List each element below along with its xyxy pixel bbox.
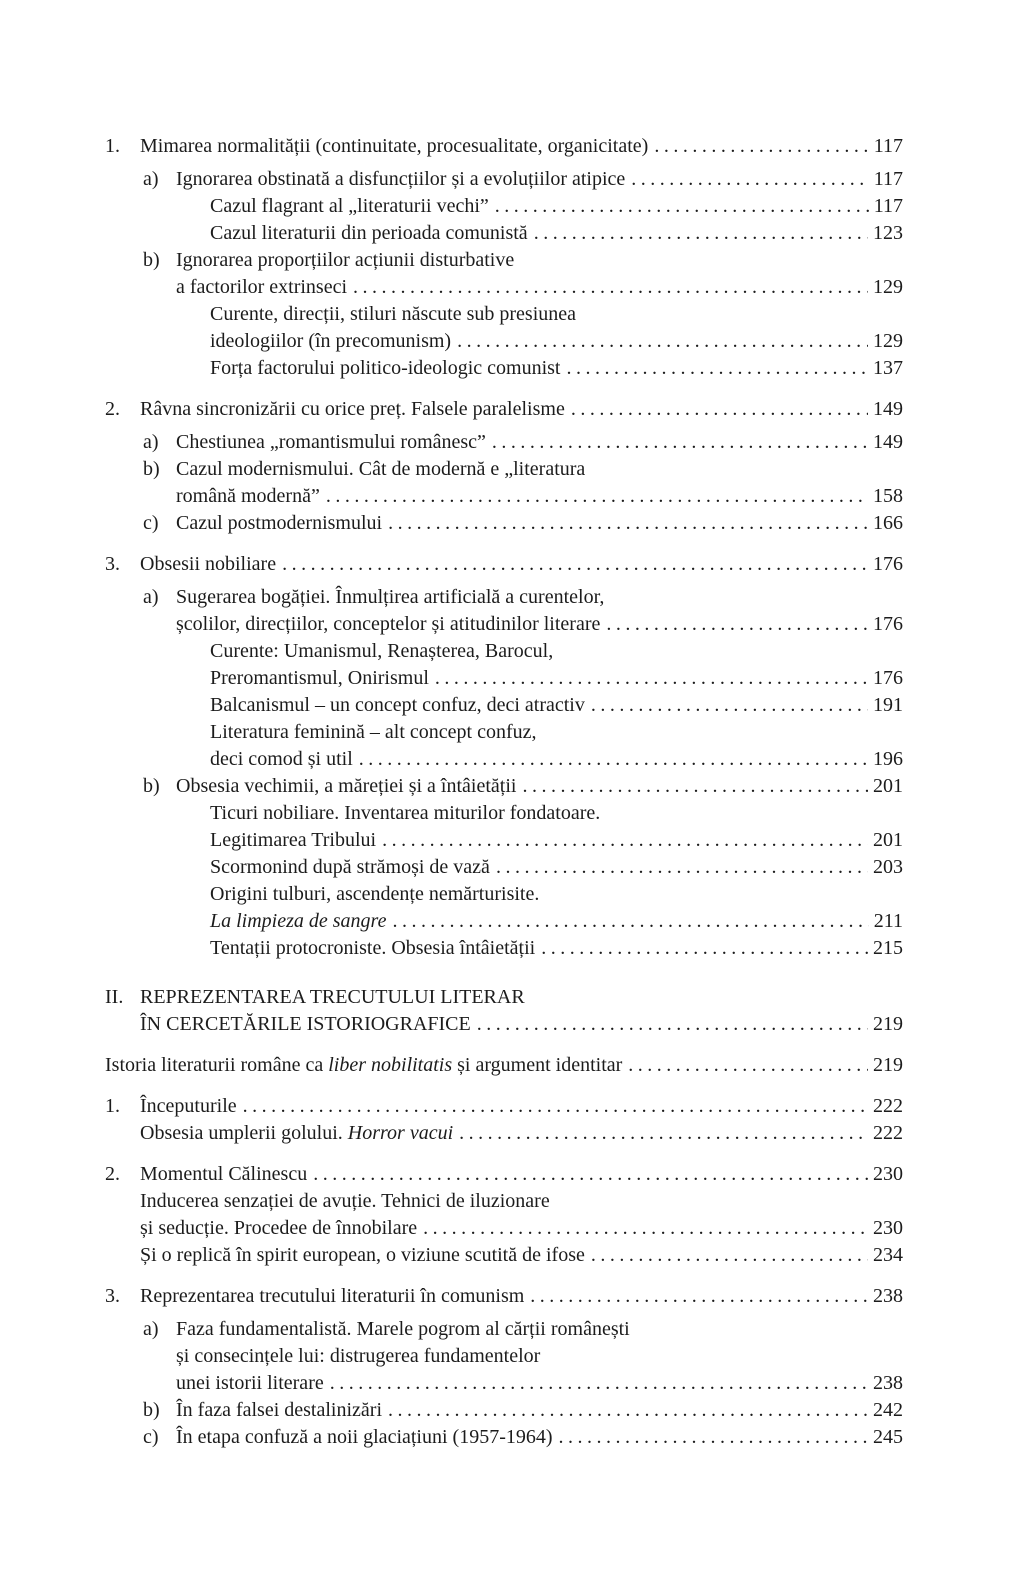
toc-text: Inducerea senzației de avuție. Tehnici de iluzionare [140, 1190, 550, 1212]
toc-line [105, 1052, 903, 1079]
toc-page-number: 230 [873, 1217, 903, 1239]
toc-line [176, 584, 903, 611]
toc-item-marker: II. [105, 986, 124, 1008]
toc-line [140, 1283, 903, 1310]
dot-leader [388, 510, 868, 537]
toc-item-marker: 3. [105, 1285, 120, 1307]
toc-page-number: 176 [873, 553, 903, 575]
toc-item [105, 1093, 903, 1147]
toc-text: și argument identitar [452, 1054, 623, 1076]
toc-line-text [176, 773, 516, 800]
dot-leader [522, 773, 868, 800]
toc-page-number: 149 [873, 398, 903, 420]
toc-line [210, 827, 903, 854]
toc-line [176, 1343, 903, 1370]
toc-item [105, 510, 903, 537]
toc-text: Curente, direcții, stiluri născute sub presiunea [210, 303, 577, 325]
toc-text: unei istorii literare [176, 1372, 324, 1394]
toc-text: Literatura feminină – alt concept confuz, [210, 721, 537, 743]
toc-text-italic: Horror vacui [347, 1122, 454, 1144]
toc-line-text [210, 355, 560, 382]
dot-leader [541, 935, 868, 962]
toc-line-text [210, 908, 386, 935]
toc-item [105, 984, 903, 1038]
toc-line [210, 908, 903, 935]
toc-page-number: 245 [873, 1426, 903, 1448]
toc-line [176, 611, 903, 638]
toc-text: În faza falsei destalinizări [176, 1399, 382, 1421]
toc-line-text [210, 935, 535, 962]
toc-line [176, 1316, 903, 1343]
toc-line-text [176, 1343, 540, 1370]
toc-text: Cazul postmodernismului [176, 512, 383, 534]
toc-text: În etapa confuză a noii glaciațiuni (1957-1964) [176, 1426, 553, 1448]
toc-item [105, 638, 903, 692]
toc-line-text [140, 1215, 417, 1242]
toc-line-text [140, 1242, 585, 1269]
toc-line [210, 193, 903, 220]
toc-line-text [210, 328, 451, 355]
dot-leader [326, 483, 868, 510]
toc-page-number: 238 [873, 1372, 903, 1394]
toc-item [105, 456, 903, 510]
toc-item [105, 551, 903, 578]
toc-line-text [210, 854, 490, 881]
toc-line [210, 935, 903, 962]
toc-item [105, 1316, 903, 1397]
toc-line-text [176, 584, 604, 611]
toc-line-text [210, 220, 528, 247]
toc-text: Cazul flagrant al „literaturii vechi” [210, 195, 489, 217]
toc-page-number: 215 [873, 937, 903, 959]
dot-leader [530, 1283, 868, 1310]
dot-leader [492, 429, 868, 456]
toc-line [210, 719, 903, 746]
toc-item [105, 220, 903, 247]
dot-leader [495, 193, 869, 220]
toc-text: Sugerarea bogăției. Înmulțirea artificială a curentelor, [176, 586, 605, 608]
toc-text: și consecințele lui: distrugerea fundamentelor [176, 1345, 541, 1367]
toc-text: deci comod și util [210, 748, 353, 770]
toc-line-text [140, 1188, 550, 1215]
toc-item-marker: 1. [105, 1095, 120, 1117]
toc-line [140, 1161, 903, 1188]
toc-line-text [176, 166, 625, 193]
toc-text: Faza fundamentalistă. Marele pogrom al cărții românești [176, 1318, 630, 1340]
toc-item [105, 854, 903, 881]
toc-item [105, 247, 903, 301]
toc-line [210, 328, 903, 355]
toc-line [176, 247, 903, 274]
toc-line [176, 166, 903, 193]
toc-line [210, 355, 903, 382]
toc-line [210, 665, 903, 692]
toc-line-text [210, 881, 539, 908]
toc-line [140, 1242, 903, 1269]
toc-item-marker: b) [143, 458, 160, 480]
toc-line-text [140, 133, 648, 160]
toc-text: Momentul Călinescu [140, 1163, 308, 1185]
toc-item [105, 881, 903, 935]
toc-item-marker: c) [143, 1426, 159, 1448]
toc-text-italic: La limpieza de sangre [210, 910, 387, 932]
toc-text: Chestiunea „romantismului românesc” [176, 431, 486, 453]
toc-item [105, 133, 903, 160]
toc-item [105, 584, 903, 638]
toc-item [105, 692, 903, 719]
toc-line [140, 396, 903, 423]
toc-text: Ticuri nobiliare. Inventarea miturilor fondatoare. [210, 802, 601, 824]
toc-page-number: 117 [873, 135, 903, 157]
toc-page-number: 222 [873, 1095, 903, 1117]
toc-text: Râvna sincronizării cu orice preț. Falsele paralelisme [140, 398, 565, 420]
toc-item [105, 1283, 903, 1310]
toc-page-number: 234 [873, 1244, 903, 1266]
toc-page-number: 238 [873, 1285, 903, 1307]
toc-line-text [176, 611, 600, 638]
toc-item [105, 1397, 903, 1424]
toc-line-text [176, 483, 320, 510]
toc-text: REPREZENTAREA TRECUTULUI LITERAR [140, 986, 525, 1008]
toc-text: ÎN CERCETĂRILE ISTORIOGRAFICE [140, 1013, 471, 1035]
toc-text: Forța factorului politico-ideologic comunist [210, 357, 561, 379]
dot-leader [353, 274, 868, 301]
toc-page-number: 123 [873, 222, 903, 244]
toc-line [176, 510, 903, 537]
toc-text: română modernă” [176, 485, 320, 507]
toc-line-text [210, 193, 489, 220]
dot-leader [382, 827, 868, 854]
toc-item-marker: b) [143, 1399, 160, 1421]
toc-line [140, 1188, 903, 1215]
toc-text: Origini tulburi, ascendențe nemărturisite. [210, 883, 540, 905]
toc-line-text [140, 1120, 453, 1147]
toc-page-number: 219 [873, 1054, 903, 1076]
toc-item [105, 301, 903, 355]
dot-leader [631, 166, 868, 193]
toc-line [140, 1011, 903, 1038]
toc-text: Scormonind după strămoși de vază [210, 856, 490, 878]
dot-leader [459, 1120, 868, 1147]
toc-line-text [176, 429, 486, 456]
toc-line-text [210, 800, 600, 827]
toc-text: Obsesia vechimii, a măreției și a întâietății [176, 775, 517, 797]
toc-page-number: 201 [873, 775, 903, 797]
dot-leader [591, 692, 868, 719]
toc-page-number: 203 [873, 856, 903, 878]
toc-text: Balcanismul – un concept confuz, deci atractiv [210, 694, 585, 716]
toc-page-number: 129 [873, 330, 903, 352]
toc-line [176, 483, 903, 510]
toc-line [210, 220, 903, 247]
toc-line-text [140, 1161, 307, 1188]
dot-leader [591, 1242, 868, 1269]
dot-leader [477, 1011, 868, 1038]
toc-text: Ignorarea obstinată a disfuncțiilor și a evoluțiilor atipice [176, 168, 626, 190]
toc-page-number: 230 [873, 1163, 903, 1185]
toc-line-text [176, 456, 585, 483]
toc-line-text [176, 274, 347, 301]
dot-leader [566, 355, 868, 382]
toc-line [210, 881, 903, 908]
toc-line [210, 301, 903, 328]
dot-leader [313, 1161, 868, 1188]
toc-line-text [140, 984, 525, 1011]
toc-item [105, 719, 903, 773]
toc-item-marker: 3. [105, 553, 120, 575]
toc-item-marker: 1. [105, 135, 120, 157]
toc-line [140, 1215, 903, 1242]
toc-line-text [176, 1397, 382, 1424]
toc-item [105, 1052, 903, 1079]
toc-line-text [176, 510, 382, 537]
toc-line [176, 1370, 903, 1397]
toc-page-number: 149 [873, 431, 903, 453]
toc-item [105, 1161, 903, 1269]
toc-text: Tentații protocroniste. Obsesia întâietății [210, 937, 536, 959]
toc-line-text [176, 1316, 630, 1343]
toc-item [105, 429, 903, 456]
toc-item-marker: a) [143, 168, 159, 190]
toc-line [176, 1424, 903, 1451]
toc-page-number: 117 [873, 168, 903, 190]
toc-line [210, 692, 903, 719]
dot-leader [571, 396, 868, 423]
toc-page-number: 166 [873, 512, 903, 534]
toc-line [140, 1093, 903, 1120]
toc-text: Cazul literaturii din perioada comunistă [210, 222, 528, 244]
toc-text: Ignorarea proporțiilor acțiunii disturbative [176, 249, 515, 271]
toc-line-text [176, 1370, 324, 1397]
toc-page-number: 219 [873, 1013, 903, 1035]
toc-line-text [210, 638, 553, 665]
toc-page-number: 242 [873, 1399, 903, 1421]
toc-text: Obsesia umplerii golului. [140, 1122, 348, 1144]
toc-line [176, 773, 903, 800]
toc-line-text [140, 1283, 524, 1310]
toc-page-number: 158 [873, 485, 903, 507]
toc-line-text [176, 247, 514, 274]
dot-leader [388, 1397, 868, 1424]
dot-leader [330, 1370, 868, 1397]
toc-line [210, 638, 903, 665]
toc-item [105, 396, 903, 423]
toc-text: Reprezentarea trecutului literaturii în comunism [140, 1285, 525, 1307]
toc-line [176, 456, 903, 483]
toc-text: Începuturile [140, 1095, 237, 1117]
dot-leader [457, 328, 868, 355]
toc-line-text [105, 1052, 622, 1079]
toc-line-text [176, 1424, 553, 1451]
toc-page-number: 176 [873, 667, 903, 689]
dot-leader [243, 1093, 868, 1120]
toc-item [105, 773, 903, 800]
toc-text: Mimarea normalității (continuitate, procesualitate, organicitate) [140, 135, 649, 157]
toc-text: Legitimarea Tribului [210, 829, 377, 851]
toc-line [210, 854, 903, 881]
dot-leader [282, 551, 868, 578]
toc-line [140, 1120, 903, 1147]
toc-text: a factorilor extrinseci [176, 276, 348, 298]
toc-item [105, 355, 903, 382]
toc-line [176, 1397, 903, 1424]
toc-item-marker: a) [143, 586, 159, 608]
toc-text: Istoria literaturii române ca [105, 1054, 329, 1076]
toc-line [210, 746, 903, 773]
dot-leader [359, 746, 868, 773]
toc-line [140, 133, 903, 160]
toc-item [105, 193, 903, 220]
toc-line-text [210, 692, 585, 719]
toc-item-marker: c) [143, 512, 159, 534]
toc-page-number: 222 [873, 1122, 903, 1144]
toc-text: Curente: Umanismul, Renașterea, Barocul, [210, 640, 554, 662]
dot-leader [606, 611, 868, 638]
toc-item [105, 800, 903, 854]
toc-item-marker: a) [143, 1318, 159, 1340]
toc-line-text [140, 1093, 237, 1120]
toc-item-marker: 2. [105, 398, 120, 420]
dot-leader [654, 133, 868, 160]
toc-line-text [140, 396, 565, 423]
toc-list [105, 133, 903, 1451]
toc-page-number: 117 [873, 195, 903, 217]
toc-text: Și o replică în spirit european, o viziune scutită de ifose [140, 1244, 585, 1266]
toc-page-number: 137 [873, 357, 903, 379]
toc-text: și seducție. Procedee de înnobilare [140, 1217, 418, 1239]
dot-leader [392, 908, 868, 935]
toc-item [105, 1424, 903, 1451]
toc-item-marker: 2. [105, 1163, 120, 1185]
dot-leader [534, 220, 868, 247]
toc-item-marker: b) [143, 775, 160, 797]
toc-page-number: 129 [873, 276, 903, 298]
toc-page-number: 211 [873, 910, 903, 932]
toc-item-marker: b) [143, 249, 160, 271]
toc-text: școlilor, direcțiilor, conceptelor și atitudinilor literare [176, 613, 601, 635]
toc-text: ideologiilor (în precomunism) [210, 330, 452, 352]
toc-line-text [140, 551, 276, 578]
toc-line-text [210, 746, 353, 773]
toc-page-number: 191 [873, 694, 903, 716]
toc-item-marker: a) [143, 431, 159, 453]
toc-page-number: 201 [873, 829, 903, 851]
dot-leader [559, 1424, 868, 1451]
dot-leader [435, 665, 868, 692]
toc-line [176, 274, 903, 301]
toc-text: Preromantismul, Onirismul [210, 667, 429, 689]
toc-line [176, 429, 903, 456]
toc-text-italic: liber nobilitatis [328, 1054, 453, 1076]
toc-page-number: 196 [873, 748, 903, 770]
toc-line [140, 984, 903, 1011]
toc-text: Obsesii nobiliare [140, 553, 277, 575]
dot-leader [628, 1052, 868, 1079]
toc-line-text [210, 301, 576, 328]
toc-line-text [210, 719, 537, 746]
toc-line [210, 800, 903, 827]
toc-line-text [140, 1011, 471, 1038]
toc-line-text [210, 665, 429, 692]
toc-line [140, 551, 903, 578]
dot-leader [423, 1215, 868, 1242]
toc-item [105, 166, 903, 193]
toc-item [105, 935, 903, 962]
toc-page-number: 176 [873, 613, 903, 635]
dot-leader [496, 854, 868, 881]
toc-line-text [210, 827, 376, 854]
toc-text: Cazul modernismului. Cât de modernă e „literatura [176, 458, 586, 480]
